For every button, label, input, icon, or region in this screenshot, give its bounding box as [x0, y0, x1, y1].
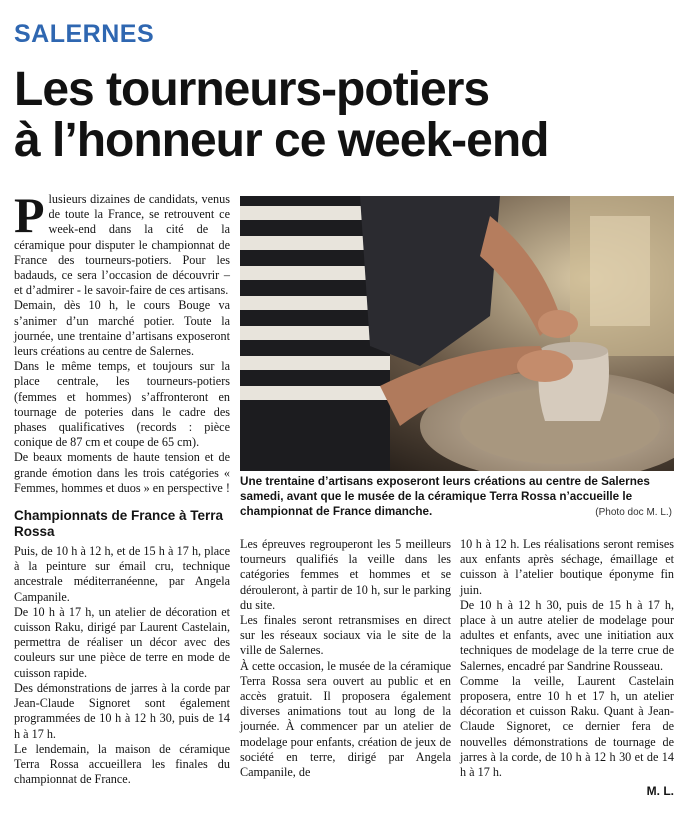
paragraph-finals: Les épreuves regrouperont les 5 meilleurs tourneurs qualifiés la veille dans les catégories femmes et hommes et se dérouleront, à partir de 10 h, sur le parking du site.	[240, 537, 451, 612]
section-kicker: SALERNES	[14, 20, 155, 48]
paragraph-castelain: Comme la veille, Laurent Castelain proposera, entre 10 h et 17 h, un atelier décoration et cuisson Raku. Quant à Jean-Claude Signoret, ce dernier fera de nouvelles démonstrations de tournage de jarres à la corde, de 10 h à 12 h 30 et de 14 h à 17 h.	[460, 673, 674, 780]
paragraph-next-day: Le lendemain, la maison de céramique Terra Rossa accueillera les finales du championnat de France.	[14, 741, 230, 787]
paragraph-kids-results: 10 h à 12 h. Les réalisations seront remises aux enfants après séchage, émaillage et cuisson à l’atelier boutique éponyme fin juin.	[460, 537, 674, 597]
intro-paragraph: Plusieurs dizaines de candidats, venus de toute la France, se retrouvent ce week-end dans la cité de la céramique pour disputer le championnat de France des tourneurs-potiers. Pour les badauds, ce sera l’occasion de découvrir – et d’admirer - le savoir-faire de ces artisans.	[14, 187, 230, 298]
article-column-1	[14, 187, 230, 787]
author-signature: M. L.	[646, 784, 674, 799]
headline-line-1: Les tourneurs-potiers	[14, 63, 490, 116]
paragraph-competition: Dans le même temps, et toujours sur la place centrale, les tourneurs-potiers (femmes et hommes) s’affronteront en tournage de poteries dans le cadre des phases qualificatives (records : pièce conique de 87 cm et coupe de 65 cm).	[14, 359, 230, 450]
paragraph-museum: À cette occasion, le musée de la céramique Terra Rossa sera ouvert au public et en accès gratuit. Il proposera également diverses animations tout au long de la journée. À commencer par un atelier de modelage pour enfants, création de jeux de société en terre, dirigé par Angela Campanile, de	[240, 658, 451, 780]
paragraph-raku: De 10 h à 17 h, un atelier de décoration et cuisson Raku, dirigé par Laurent Castelain, permettra de réaliser un décor avec des couleurs sur une pièce de terre en mode de cuisson rapide.	[14, 604, 230, 680]
potter-wheel-photo-illustration	[240, 196, 674, 471]
article-photo	[240, 196, 674, 471]
paragraph-emotion: De beaux moments de haute tension et de grande émotion dans les trois catégories « Femmes, hommes et duos » en perspective !	[14, 450, 230, 495]
paragraph-stream: Les finales seront retransmises en direct sur les réseaux sociaux via le site de la ville de Salernes.	[240, 613, 451, 658]
drop-cap: P	[14, 187, 45, 243]
article-headline	[14, 64, 674, 166]
photo-credit: (Photo doc M. L.)	[595, 507, 672, 518]
paragraph-modelling: De 10 h à 12 h 30, puis de 15 h à 17 h, place à un autre atelier de modelage pour adultes et enfants, avec une initiation aux techniques de modelage de la terre crue de Salernes, encadré par Sandrine Rousseau.	[460, 597, 674, 673]
paragraph-painting: Puis, de 10 h à 12 h, et de 15 h à 17 h, place à la peinture sur émail cru, technique ancestrale méditerranéenne, par Angela Campanile.	[14, 544, 230, 604]
headline-line-2: à l’honneur ce week-end	[14, 114, 549, 167]
article-column-3	[460, 537, 674, 799]
article-column-2	[240, 537, 451, 780]
section-subhead: Championnats de France à Terra Rossa	[14, 508, 224, 540]
paragraph-market: Demain, dès 10 h, le cours Bouge va s’animer d’un marché potier. Toute la journée, une trentaine d’artisans exposeront leurs créations au centre de Salernes.	[14, 298, 230, 359]
photo-caption: Une trentaine d’artisans exposeront leurs créations au centre de Salernes samedi, avant que le musée de la céramique Terra Rossa n’accueille le championnat de France dimanche.	[240, 475, 650, 518]
paragraph-jars: Des démonstrations de jarres à la corde par Jean-Claude Signoret sont également programmées de 10 h à 12 h 30, puis de 14 h à 17 h.	[14, 680, 230, 741]
